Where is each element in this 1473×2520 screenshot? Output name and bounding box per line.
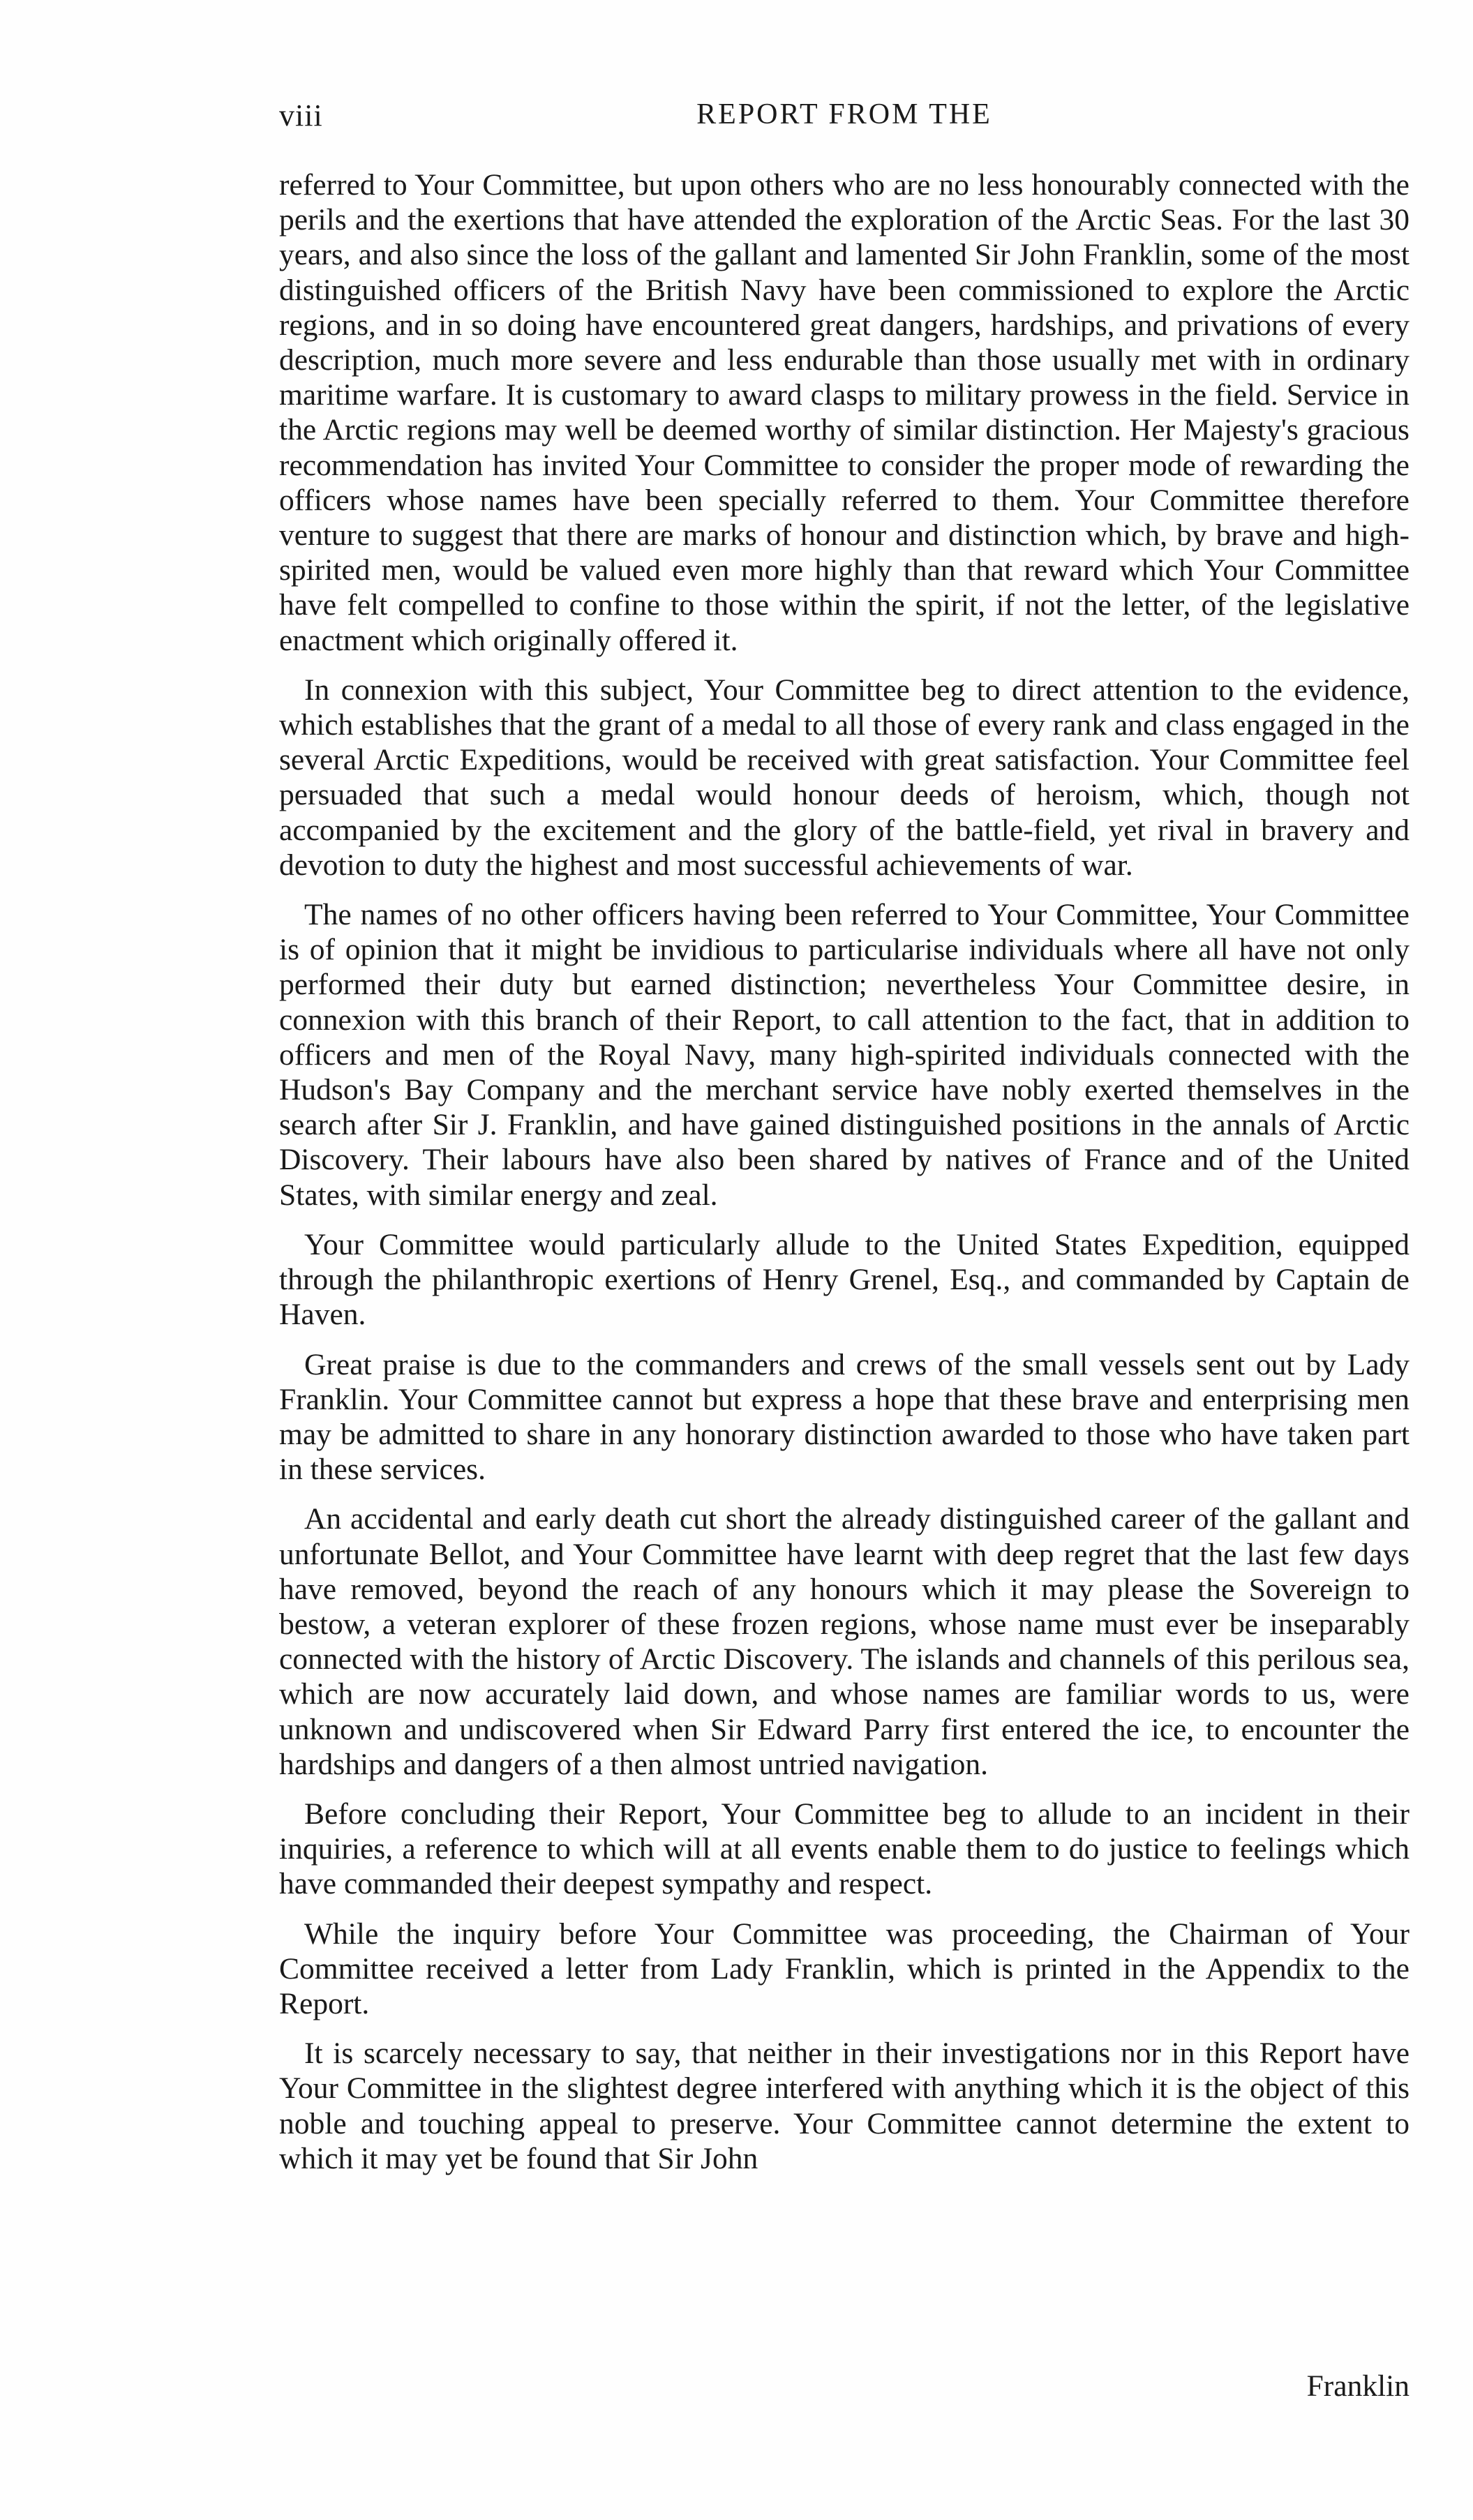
catchword: Franklin: [1306, 2369, 1410, 2403]
paragraph: Before concluding their Report, Your Committee beg to allude to an incident in their inquiries, a reference to which will at all events enable them to do justice to feelings which have commanded their deepest sympathy and respect.: [279, 1797, 1410, 1901]
body-text: [279, 167, 1410, 2191]
paragraph: Your Committee would particularly allude to the United States Expedition, equipped through the philanthropic exertions of Henry Grenel, Esq., and commanded by Captain de Haven.: [279, 1227, 1410, 1332]
paragraph: In connexion with this subject, Your Committee beg to direct attention to the evidence, which establishes that the grant of a medal to all those of every rank and class engaged in the several Arctic Expeditions, would be received with great satisfaction. Your Committee feel persuaded that such a medal would honour deeds of heroism, which, though not accompanied by the excitement and the glory of the battle-field, yet rival in bravery and devotion to duty the highest and most successful achievements of war.: [279, 673, 1410, 882]
paragraph: referred to Your Committee, but upon others who are no less honourably connected with the perils and the exertions that have attended the exploration of the Arctic Seas. For the last 30 years, and also since the loss of the gallant and lamented Sir John Franklin, some of the most distinguished officers of the British Navy have been commissioned to explore the Arctic regions, and in so doing have encountered great dangers, hardships, and privations of every description, much more severe and less endurable than those usually met with in ordinary maritime warfare. It is customary to award clasps to military prowess in the field. Service in the Arctic regions may well be deemed worthy of similar distinction. Her Majesty's gracious recommendation has invited Your Committee to consider the proper mode of rewarding the officers whose names have been specially referred to them. Your Committee therefore venture to suggest that there are marks of honour and distinction which, by brave and high-spirited men, would be valued even more highly than that reward which Your Committee have felt compelled to confine to those within the spirit, if not the letter, of the legislative enactment which originally offered it.: [279, 168, 1410, 657]
paragraph: An accidental and early death cut short the already distinguished career of the gallant and unfortunate Bellot, and Your Committee have learnt with deep regret that the last few days have removed, beyond the reach of any honours which it may please the Sovereign to bestow, a veteran explorer of these frozen regions, whose name must ever be inseparably connected with the history of Arctic Discovery. The islands and channels of this perilous sea, which are now accurately laid down, and whose names are familiar words to us, were unknown and undiscovered when Sir Edward Parry first entered the ice, to encounter the hardships and dangers of a then almost untried navigation.: [279, 1502, 1410, 1781]
running-head: REPORT FROM THE: [696, 98, 992, 130]
paragraph: While the inquiry before Your Committee was proceeding, the Chairman of Your Committee received a letter from Lady Franklin, which is printed in the Appendix to the Report.: [279, 1917, 1410, 2020]
page-header: [279, 98, 1410, 140]
paragraph: The names of no other officers having been referred to Your Committee, Your Committee is of opinion that it might be invidious to particularise individuals where all have not only performed their duty but earned distinction; nevertheless Your Committee desire, in connexion with this branch of their Report, to call attention to the fact, that in addition to officers and men of the Royal Navy, many high-spirited individuals connected with the Hudson's Bay Company and the merchant service have nobly exerted themselves in the search after Sir J. Franklin, and have gained distinguished positions in the annals of Arctic Discovery. Their labours have also been shared by natives of France and of the United States, with similar energy and zeal.: [279, 898, 1410, 1212]
paragraph: It is scarcely necessary to say, that neither in their investigations nor in this Report have Your Committee in the slightest degree interfered with anything which it is the object of this noble and touching appeal to preserve. Your Committee cannot determine the extent to which it may yet be found that Sir John: [279, 2037, 1410, 2175]
page-number: viii: [279, 98, 323, 133]
paragraph: Great praise is due to the commanders and crews of the small vessels sent out by Lady Franklin. Your Committee cannot but express a hope that these brave and enterprising men may be admitted to share in any honorary distinction awarded to those who have taken part in these services.: [279, 1347, 1410, 1487]
